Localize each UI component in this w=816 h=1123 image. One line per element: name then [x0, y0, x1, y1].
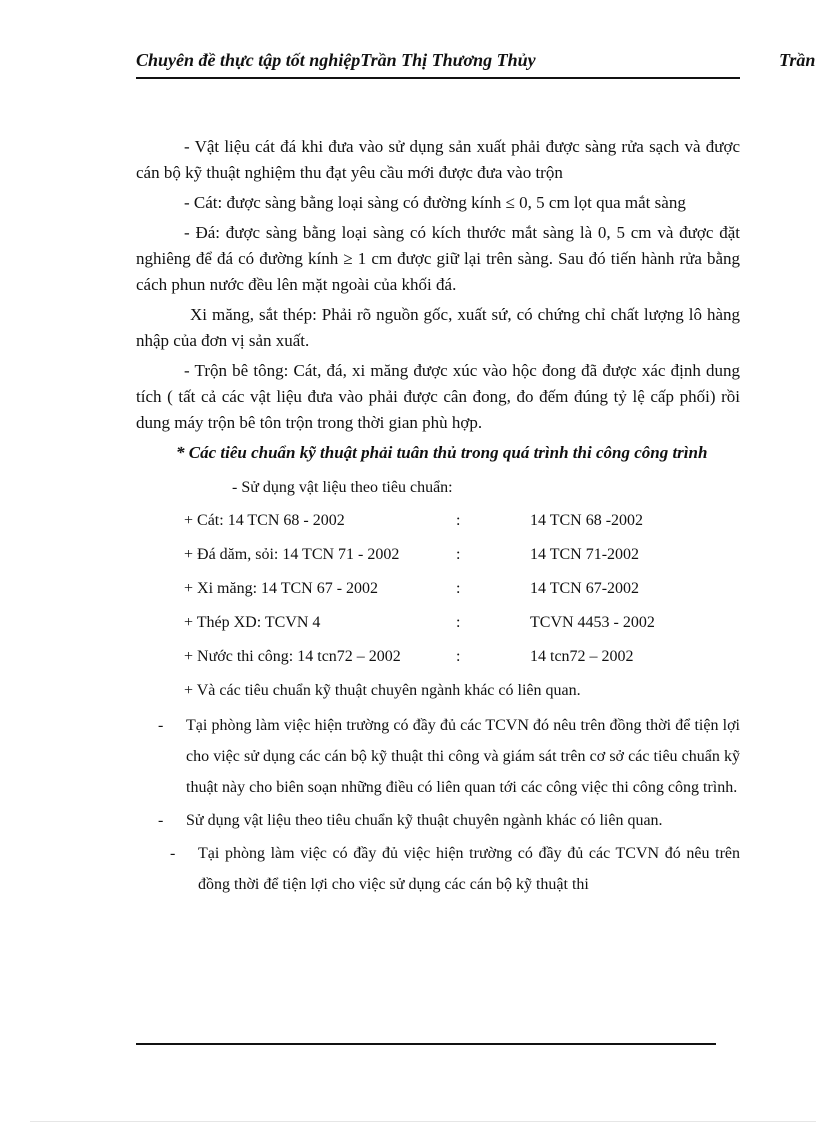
- standard-colon: :: [456, 546, 461, 563]
- standards-row: [136, 538, 740, 572]
- standard-value: 14 TCN 71-2002: [530, 546, 640, 563]
- bullet-text: Tại phòng làm việc có đầy đủ việc hiện trường có đầy đủ các TCVN đó nêu trên đồng thời để tiện lợi cho việc sử dụng các cán bộ kỹ thuật thi: [198, 845, 740, 893]
- document-body: [136, 134, 740, 900]
- header-author-fragment: Trần: [779, 50, 816, 70]
- standards-row: [136, 504, 740, 538]
- paragraph-sand: - Cát: được sàng bằng loại sàng có đường kính ≤ 0, 5 cm lọt qua mắt sàng: [184, 193, 686, 212]
- standards-table: [136, 504, 740, 674]
- standard-colon: :: [456, 648, 461, 665]
- standard-value: 14 TCN 67-2002: [530, 580, 640, 597]
- standard-item: + Thép XD: TCVN 4: [184, 614, 321, 631]
- standard-item: + Cát: 14 TCN 68 - 2002: [184, 512, 345, 529]
- bullet-dash: -: [158, 717, 164, 734]
- standard-value: 14 TCN 68 -2002: [530, 512, 644, 529]
- standards-row: [136, 606, 740, 640]
- header-title: Chuyên đề thực tập tốt nghiệpTrần Thị Thương Thủy: [136, 50, 536, 70]
- standard-item: + Nước thi công: 14 tcn72 – 2002: [184, 648, 401, 665]
- standards-row: [136, 640, 740, 674]
- bullet-text: Sử dụng vật liệu theo tiêu chuẩn kỹ thuật chuyên ngành khác có liên quan.: [186, 812, 663, 829]
- bullet-item: [136, 710, 740, 803]
- standards-row: [136, 572, 740, 606]
- standard-value: TCVN 4453 - 2002: [530, 614, 655, 631]
- standard-item: + Đá dăm, sỏi: 14 TCN 71 - 2002: [184, 546, 400, 563]
- bullet-dash: -: [158, 812, 164, 829]
- footer-divider: [136, 1043, 716, 1045]
- standard-colon: :: [456, 512, 461, 529]
- bullet-dash: -: [170, 845, 176, 862]
- standard-item: + Xi măng: 14 TCN 67 - 2002: [184, 580, 379, 597]
- bullet-text: Tại phòng làm việc hiện trường có đầy đủ các TCVN đó nêu trên đồng thời để tiện lợi cho việc sử dụng các cán bộ kỹ thuật thi công và giám sát trên cơ sở các tiêu chuẩn kỹ thuật này cho biên soạn những điều có liên quan tới các công việc thi công công trình.: [186, 717, 740, 796]
- paragraph-stone: - Đá: được sàng bằng loại sàng có kích thước mắt sàng là 0, 5 cm và được đặt nghiêng để đá có đường kính ≥ 1 cm được giữ lại trên sàng. Sau đó tiến hành rửa bằng cách phun nước đều lên mặt ngoài của khối đá.: [136, 223, 740, 294]
- page-header: [136, 50, 816, 74]
- paragraph-cement-steel: Xi măng, sắt thép: Phải rõ nguồn gốc, xuất sứ, có chứng chỉ chất lượng lô hàng nhập của đơn vị sản xuất.: [136, 305, 740, 350]
- bullet-item: [136, 838, 740, 900]
- standard-colon: :: [456, 580, 461, 597]
- bullet-item: [136, 805, 740, 836]
- standard-value: 14 tcn72 – 2002: [530, 648, 634, 665]
- header-divider: [136, 77, 740, 79]
- standards-note: + Và các tiêu chuẩn kỹ thuật chuyên ngành khác có liên quan.: [184, 682, 581, 699]
- paragraph-material-preparation: - Vật liệu cát đá khi đưa vào sử dụng sản xuất phải được sàng rửa sạch và được cán bộ kỹ thuật nghiệm thu đạt yêu cầu mới được đưa vào trộn: [136, 137, 740, 182]
- standard-colon: :: [456, 614, 461, 631]
- page-bottom-edge: [30, 1121, 816, 1122]
- section-heading: * Các tiêu chuẩn kỹ thuật phải tuân thủ trong quá trình thi công công trình: [176, 443, 708, 462]
- paragraph-concrete-mixing: - Trộn bê tông: Cát, đá, xi măng được xúc vào hộc đong đã được xác định dung tích ( tất cả các vật liệu đưa vào phải được cân đong, đo đếm đúng tỷ lệ cấp phối) rồi dung máy trộn bê tôn trộn trong thời gian phù hợp.: [136, 361, 740, 432]
- standards-intro: - Sử dụng vật liệu theo tiêu chuẩn:: [232, 479, 453, 496]
